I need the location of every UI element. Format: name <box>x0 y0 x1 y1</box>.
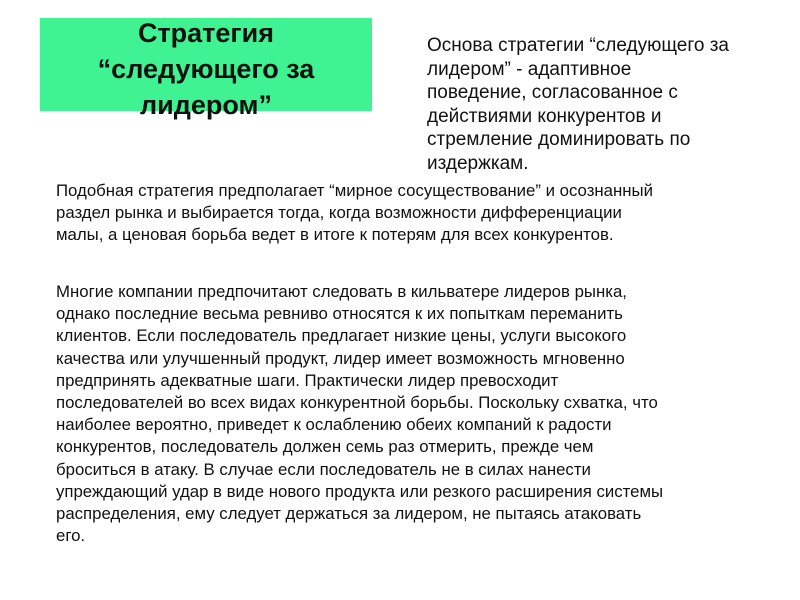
paragraph-peaceful-coexistence: Подобная стратегия предполагает “мирное сосуществование” и осознанный раздел рынка и выбирается тогда, когда возможности дифференциации малы, а ценовая борьба ведет в итоге к потерям для всех конкурентов. <box>56 181 653 244</box>
slide-title: Стратегия “следующего за лидером” <box>97 18 315 120</box>
strategy-basis-note: Основа стратегии “следующего за лидером” - адаптивное поведение, согласованное с действиями конкурентов и стремление доминировать по издержкам. <box>427 35 729 174</box>
paragraph-follower-behavior: Многие компании предпочитают следовать в кильватере лидеров рынка, однако последние весьма ревниво относятся к их попыткам переманить клиентов. Если последователь предлагает низкие цены, услуги высокого качества или улучшенный продукт, лидер имеет возможность мгновенно предпринять адекватные шаги. Практически лидер превосходит последователей во всех видах конкурентной борьбы. Поскольку схватка, что наиболее вероятно, приведет к ослаблению обеих компаний к радости конкурентов, последователь должен семь раз отмерить, прежде чем броситься в атаку. В случае если последователь не в силах нанести упреждающий удар в виде нового продукта или резкого расширения системы распределения, ему следует держаться за лидером, не пытаясь атаковать его. <box>56 282 664 546</box>
